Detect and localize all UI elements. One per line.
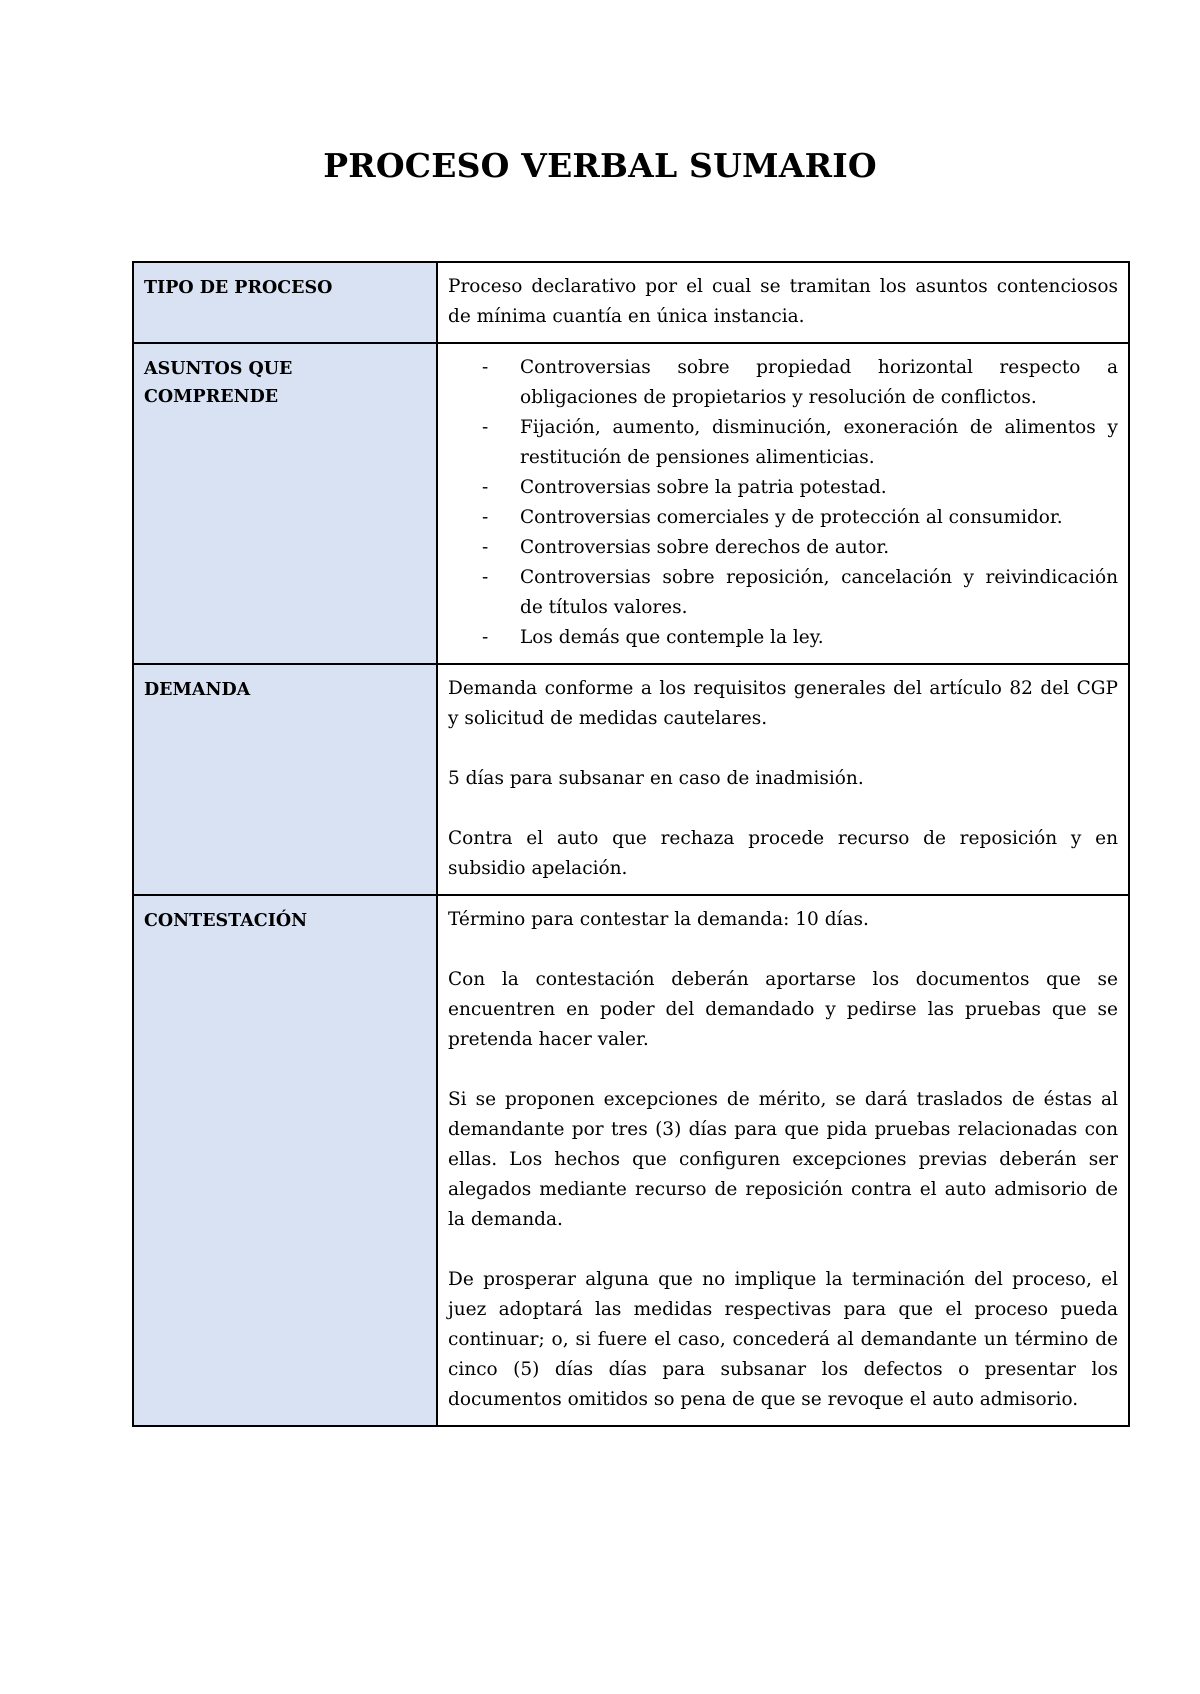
row-label: ASUNTOS QUE COMPRENDE <box>133 343 437 664</box>
content-paragraph: Término para contestar la demanda: 10 días. <box>448 909 869 930</box>
list-item <box>448 563 1118 623</box>
row-label: CONTESTACIÓN <box>133 895 437 1426</box>
row-label: DEMANDA <box>133 664 437 895</box>
content-paragraph: Contra el auto que rechaza procede recurso de reposición y en subsidio apelación. <box>448 828 1118 879</box>
content-paragraph: Si se proponen excepciones de mérito, se dará traslados de éstas al demandante por tres (3) días para que pida pruebas relacionadas con ellas. Los hechos que configuren excepciones previas deberán ser alegados mediante recurso de reposición contra el auto admisorio de la demanda. <box>448 1089 1118 1230</box>
list-item <box>448 503 1118 533</box>
row-content <box>437 895 1129 1426</box>
bullet-dash: - <box>482 567 489 588</box>
table-row-tipo-de-proceso <box>133 262 1129 343</box>
row-content <box>437 262 1129 343</box>
page-title: PROCESO VERBAL SUMARIO <box>323 146 877 185</box>
bullet-dash: - <box>482 537 489 558</box>
list-item-text: Controversias sobre propiedad horizontal respecto a obligaciones de propietarios y resolución de conflictos. <box>520 357 1118 408</box>
list-item <box>448 623 1118 653</box>
list-item-text: Fijación, aumento, disminución, exoneración de alimentos y restitución de pensiones alimenticias. <box>520 417 1118 468</box>
list-item <box>448 353 1118 413</box>
list-item <box>448 473 1118 503</box>
process-table <box>132 261 1130 1427</box>
content-paragraph: 5 días para subsanar en caso de inadmisión. <box>448 768 864 789</box>
list-item-text: Controversias comerciales y de protección al consumidor. <box>520 507 1063 528</box>
list-item-text: Controversias sobre la patria potestad. <box>520 477 887 498</box>
bullet-dash: - <box>482 627 489 648</box>
row-content <box>437 343 1129 664</box>
table-row-contestacion <box>133 895 1129 1426</box>
table-row-asuntos-que-comprende <box>133 343 1129 664</box>
list-item <box>448 533 1118 563</box>
list-item-text: Los demás que contemple la ley. <box>520 627 824 648</box>
content-paragraph: De prosperar alguna que no implique la terminación del proceso, el juez adoptará las medidas respectivas para que el proceso pueda continuar; o, si fuere el caso, concederá al demandante un término de cinco (5) días días para subsanar los defectos o presentar los documentos omitidos so pena de que se revoque el auto admisorio. <box>448 1269 1118 1410</box>
list-item <box>448 413 1118 473</box>
content-paragraph: Proceso declarativo por el cual se tramitan los asuntos contenciosos de mínima cuantía en única instancia. <box>448 276 1118 327</box>
list-item-text: Controversias sobre reposición, cancelación y reivindicación de títulos valores. <box>520 567 1118 618</box>
content-paragraph: Demanda conforme a los requisitos generales del artículo 82 del CGP y solicitud de medidas cautelares. <box>448 678 1118 729</box>
bullet-dash: - <box>482 417 489 438</box>
list-item-text: Controversias sobre derechos de autor. <box>520 537 890 558</box>
bullet-dash: - <box>482 477 489 498</box>
bullet-dash: - <box>482 507 489 528</box>
content-paragraph: Con la contestación deberán aportarse los documentos que se encuentren en poder del demandado y pedirse las pruebas que se pretenda hacer valer. <box>448 969 1118 1050</box>
row-content <box>437 664 1129 895</box>
table-row-demanda <box>133 664 1129 895</box>
asuntos-list <box>448 353 1118 653</box>
row-label: TIPO DE PROCESO <box>133 262 437 343</box>
bullet-dash: - <box>482 357 489 378</box>
